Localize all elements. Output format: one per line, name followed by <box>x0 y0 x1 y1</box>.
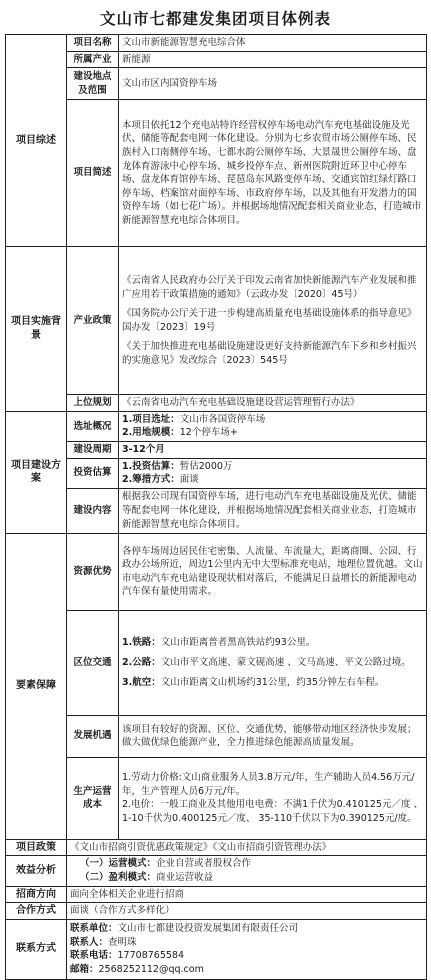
row-benefit <box>6 856 427 886</box>
value-benefit <box>67 856 427 886</box>
project-table <box>5 34 427 980</box>
value-traffic <box>119 610 427 715</box>
row-industry <box>6 51 427 68</box>
value-direction: 面向全体相关企业进行招商 <box>67 886 427 903</box>
row-investment <box>6 458 427 488</box>
row-cooperation <box>6 903 427 920</box>
cost-item: 1.劳动力价格:文山商业服务人员3.8万元/年，生产辅助人员4.56万元/年，生产管理人员6万元/年。 <box>122 772 415 797</box>
row-opportunity <box>6 715 427 757</box>
label-period: 建设周期 <box>67 441 119 458</box>
benefit-item: （一）运营模式：企业自营或者股权合作 <box>80 858 252 870</box>
value-cost <box>119 757 427 839</box>
label-industry-policy: 产业政策 <box>67 247 119 395</box>
contact-person: 联系人：查明珠 <box>70 936 137 948</box>
benefit-item: （二）盈利模式：商业运营收益 <box>80 871 214 883</box>
label-traffic: 区位交通 <box>67 610 119 715</box>
value-content: 根据我公司现有国资停车场，进行电动汽车充电基础设施及光伏、储能等配套电网一体化建设，并根据场地情况配套相关商业业态，打造城市新能源智慧充电综合体项目。 <box>119 488 427 533</box>
label-contact: 联系方式 <box>6 919 67 979</box>
document-title: 文山市七都建发集团项目体例表 <box>99 10 331 28</box>
value-project-policy: 《文山市招商引资优惠政策规定》《文山市招商引资管理办法》 <box>67 839 427 856</box>
value-period: 3-12个月 <box>119 441 427 458</box>
value-contact <box>67 919 427 979</box>
site-item: 1.项目选址：文山市各国资停车场 <box>122 413 266 425</box>
row-period <box>6 441 427 458</box>
row-content <box>6 488 427 533</box>
category-overview: 项目综述 <box>6 35 67 247</box>
traffic-item: 1.铁路：文山市距离普者黑高铁站约93公里。 <box>122 637 316 649</box>
row-site <box>6 411 427 441</box>
row-project-name <box>6 35 427 52</box>
label-cooperation: 合作方式 <box>6 903 67 920</box>
label-resource: 资源优势 <box>67 533 119 610</box>
row-location <box>6 68 427 100</box>
traffic-item: 3.航空：文山市距离文山机场约31公里，约35分钟左右车程。 <box>122 676 385 688</box>
value-industry: 新能源 <box>119 51 427 68</box>
label-upper-plan: 上位规划 <box>67 395 119 412</box>
value-resource: 各停车场周边居民住宅密集、人流量、车流量大，距离商圈、公园、行政办公场所近，周边1公里内无中大型标准充电站，地理位置优越。文山市电动汽车充电站建设现状相对落后，不能满足日益增长的新能源电动汽车保有量使用需求。 <box>119 533 427 610</box>
row-industry-policy <box>6 247 427 395</box>
value-opportunity: 该项目有较好的资源、区位、交通优势，能够带动地区经济快步发展；做大做优绿色能源产业，全力推进绿色能源高质量发展。 <box>119 715 427 757</box>
label-project-policy: 项目政策 <box>6 839 67 856</box>
label-benefit: 效益分析 <box>6 856 67 886</box>
category-background: 项目实施背景 <box>6 247 67 412</box>
category-factors: 要素保障 <box>6 533 67 839</box>
traffic-item: 2.公路：文山市平文高速、蒙文砚高速 、文马高速、平文公路过境。 <box>122 656 411 668</box>
category-construction: 项目建设方案 <box>6 411 67 533</box>
label-site: 选址概况 <box>67 411 119 441</box>
investment-item: 2.筹措方式：面谈 <box>122 474 199 486</box>
contact-email: 邮箱：2568252112@qq.com <box>70 963 204 975</box>
site-item: 2.用地规模：12个停车场+ <box>122 427 238 439</box>
policy-item: 《云南省人民政府办公厅关于印发云南省加快新能源汽车产业发展和推广应用若干政策措施的通知》（云政办发〔2020〕45号） <box>122 274 417 300</box>
label-direction: 招商方向 <box>6 886 67 903</box>
contact-unit: 联系单位：文山市七都建设投资发展集团有限责任公司 <box>70 923 299 935</box>
row-traffic <box>6 610 427 715</box>
label-project-name: 项目名称 <box>67 35 119 52</box>
cost-item: 2.电价：一般工商业及其他用电电费：不满1千伏为0.410125元／度 、1-10千伏为0.400125元／度、 35-110千伏以下为0.390125元/度。 <box>122 799 423 824</box>
policy-item: 《关于加快推进充电基础设施建设更好支持新能源汽车下乡和乡村振兴的实施意见》发改综合〔2023〕545号 <box>122 341 417 366</box>
investment-item: 1.投资估算：暂估2000万 <box>122 460 233 472</box>
value-site <box>119 411 427 441</box>
row-project-policy <box>6 839 427 856</box>
row-brief <box>6 100 427 247</box>
label-brief: 项目简述 <box>67 100 119 247</box>
value-project-name: 文山市新能源智慧充电综合体 <box>119 35 427 52</box>
label-industry: 所属产业 <box>67 51 119 68</box>
label-cost: 生产运营成本 <box>67 757 119 839</box>
value-location: 文山市区内国资停车场 <box>119 68 427 100</box>
row-direction <box>6 886 427 903</box>
policy-item: 《国务院办公厅关于进一步构建高质量充电基础设施体系的指导意见》国办发〔2023〕19号 <box>122 308 417 333</box>
row-upper-plan <box>6 395 427 412</box>
label-investment: 投资估算 <box>67 458 119 488</box>
row-resource <box>6 533 427 610</box>
label-opportunity: 发展机遇 <box>67 715 119 757</box>
value-investment <box>119 458 427 488</box>
value-brief: 本项目依托12个充电站特许经营权停车场电动汽车充电基础设施及光伏、储能等配套电网一体化建设。分别为七乡农贸市场公厕停车场、民族村入口南侧停车场、七都水韵公厕停车场、大景晟世公厕停车场、盘龙体育游泳中心停车场、城乡投停车点、新州医院附近环卫中心停车场、盘龙体育馆停车场、琵琶岛东风路变停车场、交通宾馆红绿灯路口停车场、档案馆对面停车场、市政府停车场，以及其他有开发潜力的国资停车场（如七花广场）。并根据场地情况配套相关商业业态，打造城市新能源智慧充电综合体项目。 <box>119 100 427 247</box>
label-location: 建设地点及范围 <box>67 68 119 100</box>
value-upper-plan: 《云南省电动汽车充电基础设施建设营运管理暂行办法》 <box>119 395 427 412</box>
contact-phone: 联系电话：17708765584 <box>70 950 185 962</box>
value-industry-policy <box>119 247 427 395</box>
label-content: 建设内容 <box>67 488 119 533</box>
value-cooperation: 面谈（合作方式多样化） <box>67 903 427 920</box>
row-contact <box>6 919 427 979</box>
row-cost <box>6 757 427 839</box>
